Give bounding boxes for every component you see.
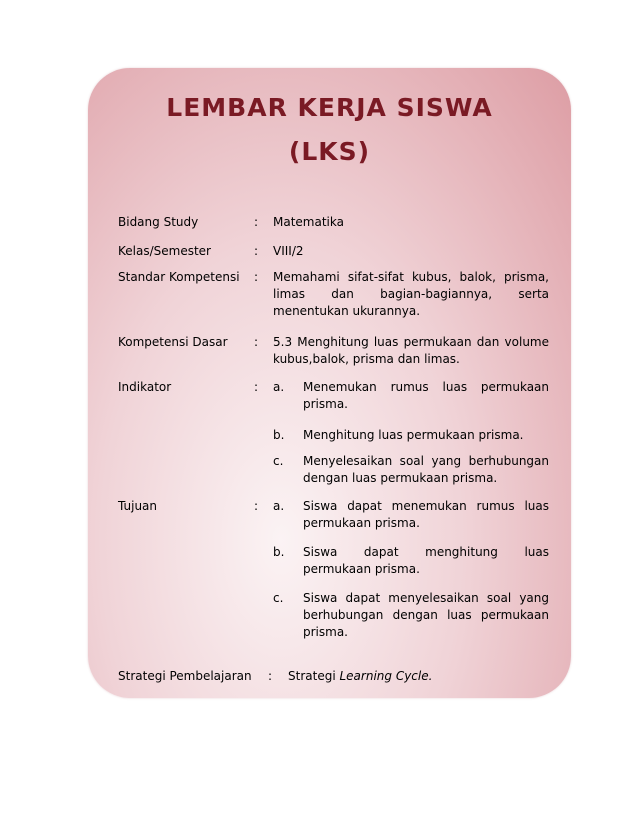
kelas-semester-value: VIII/2 (273, 244, 304, 258)
tujuan-label: Tujuan (118, 499, 158, 513)
kelas-semester-label: Kelas/Semester (118, 244, 211, 258)
tujuan-item: Siswa dapat menemukan rumus luas permukaan prisma. (303, 499, 549, 530)
list-marker: b. (273, 545, 285, 559)
strategi-pembelajaran-value (288, 668, 432, 685)
strategi-value-italic: Learning Cycle. (339, 669, 433, 683)
list-marker: a. (273, 380, 285, 394)
bidang-study-label: Bidang Study (118, 215, 199, 229)
separator: : (254, 270, 259, 284)
standar-kompetensi-value: Memahami sifat-sifat kubus, balok, prisma, limas dan bagian-bagiannya, serta menentukan ukurannya. (273, 270, 549, 318)
indikator-label: Indikator (118, 380, 172, 394)
tujuan-item: Siswa dapat menghitung luas permukaan prisma. (303, 545, 549, 576)
separator: : (254, 244, 259, 258)
separator: : (268, 669, 273, 683)
kompetensi-dasar-label: Kompetensi Dasar (118, 335, 228, 349)
separator: : (254, 380, 259, 394)
list-marker: c. (273, 591, 284, 605)
separator: : (254, 335, 259, 349)
separator: : (254, 215, 259, 229)
strategi-pembelajaran-label: Strategi Pembelajaran (118, 669, 252, 683)
indikator-item: Menyelesaikan soal yang berhubungan dengan luas permukaan prisma. (303, 454, 549, 485)
indikator-item: Menghitung luas permukaan prisma. (303, 428, 524, 442)
kompetensi-dasar-value: 5.3 Menghitung luas permukaan dan volume kubus,balok, prisma dan limas. (273, 335, 549, 366)
worksheet-subtitle: (LKS) (288, 137, 371, 166)
indikator-item: Menemukan rumus luas permukaan prisma. (303, 380, 549, 411)
list-marker: c. (273, 454, 284, 468)
separator: : (254, 499, 259, 513)
standar-kompetensi-label: Standar Kompetensi (118, 270, 240, 284)
tujuan-item: Siswa dapat menyelesaikan soal yang berhubungan dengan luas permukaan prisma. (303, 591, 549, 639)
list-marker: a. (273, 499, 285, 513)
strategi-value-prefix: Strategi (288, 669, 336, 683)
bidang-study-value: Matematika (273, 215, 344, 229)
worksheet-title: LEMBAR KERJA SISWA (166, 93, 493, 122)
list-marker: b. (273, 428, 285, 442)
